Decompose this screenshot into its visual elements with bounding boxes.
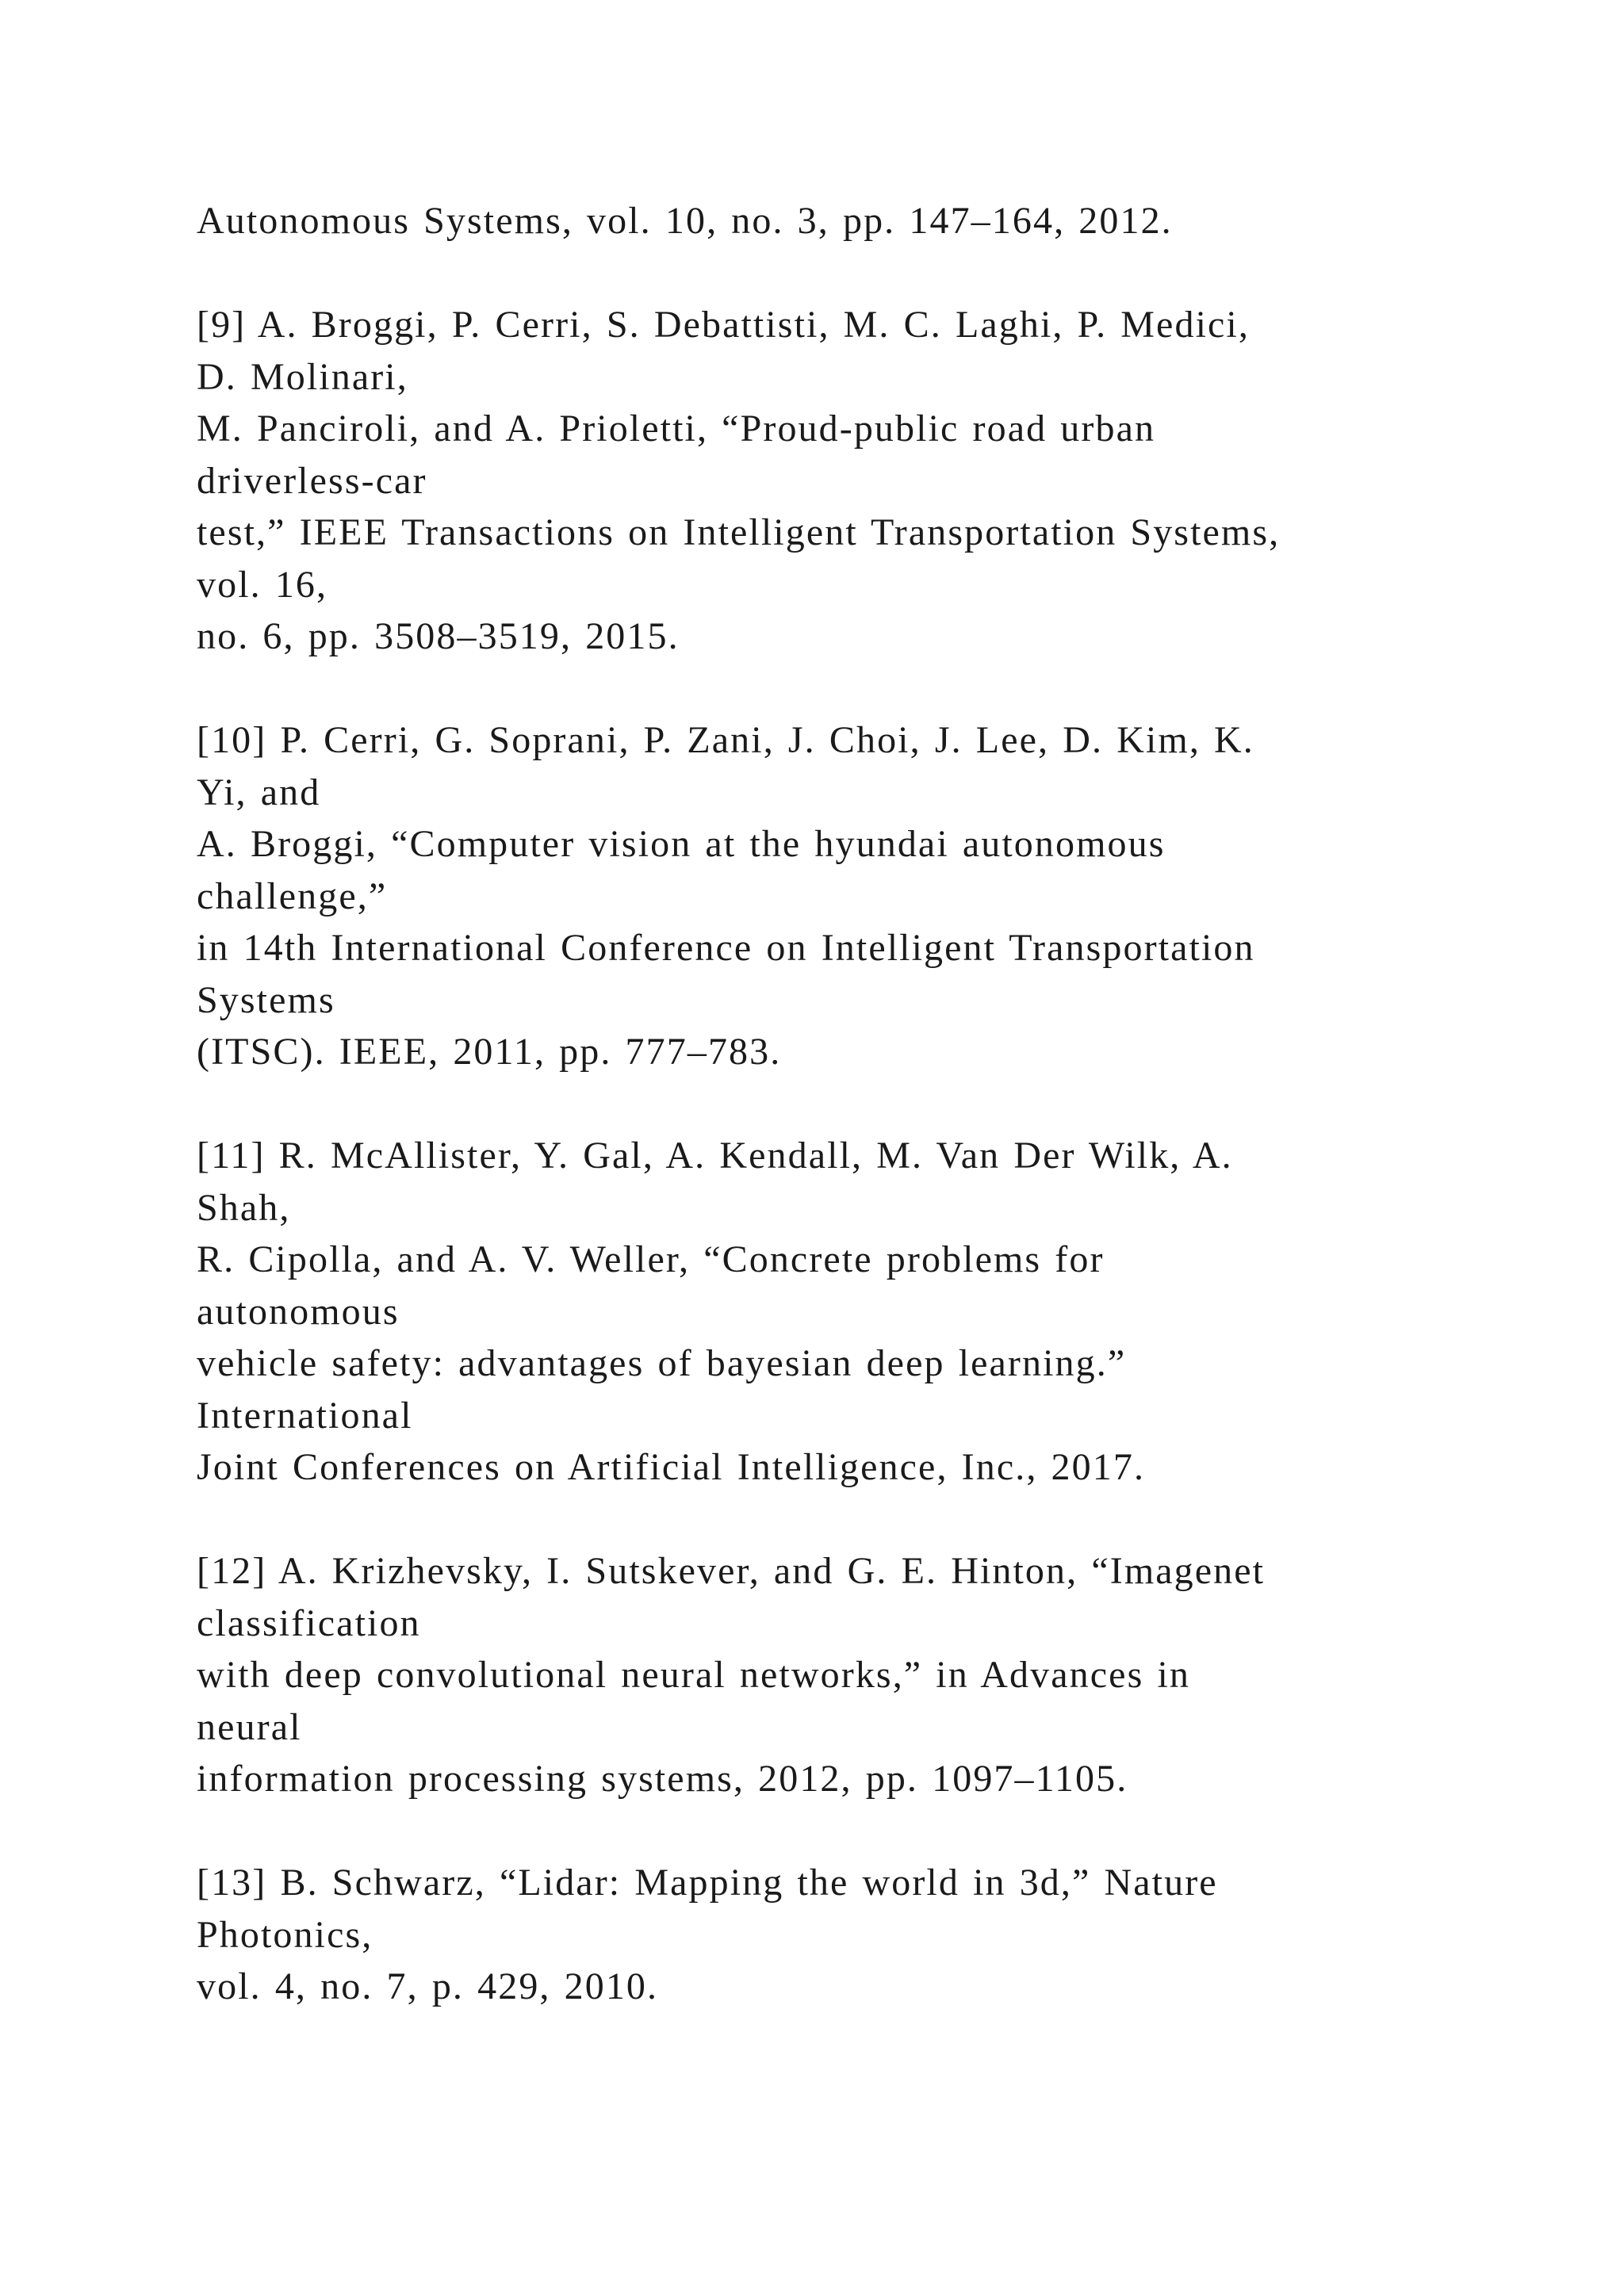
reference-line: neural xyxy=(197,1705,302,1748)
reference-line: with deep convolutional neural networks,” in Advances in xyxy=(197,1654,1190,1696)
reference-line: autonomous xyxy=(197,1290,400,1333)
reference-entry-continuation xyxy=(197,195,1434,247)
reference-line: vol. 4, no. 7, p. 429, 2010. xyxy=(197,1965,659,2007)
reference-line: in 14th International Conference on Intelligent Transportation xyxy=(197,927,1255,969)
reference-entry-10 xyxy=(197,714,1434,1078)
reference-entry-12 xyxy=(197,1545,1434,1805)
reference-line: International xyxy=(197,1394,413,1437)
reference-entry-11 xyxy=(197,1130,1434,1494)
reference-line: Systems xyxy=(197,978,335,1021)
reference-line: [13] B. Schwarz, “Lidar: Mapping the world in 3d,” Nature xyxy=(197,1862,1218,1904)
reference-line: information processing systems, 2012, pp. 1097–1105. xyxy=(197,1758,1128,1800)
reference-line: Yi, and xyxy=(197,771,321,813)
reference-line: Joint Conferences on Artificial Intelligence, Inc., 2017. xyxy=(197,1446,1146,1488)
reference-line: vol. 16, xyxy=(197,563,328,606)
reference-line: [11] R. McAllister, Y. Gal, A. Kendall, M. Van Der Wilk, A. xyxy=(197,1135,1233,1177)
reference-line: [12] A. Krizhevsky, I. Sutskever, and G. E. Hinton, “Imagenet xyxy=(197,1550,1266,1592)
reference-line: (ITSC). IEEE, 2011, pp. 777–783. xyxy=(197,1031,782,1073)
reference-line: [10] P. Cerri, G. Soprani, P. Zani, J. Choi, J. Lee, D. Kim, K. xyxy=(197,719,1254,761)
reference-line: no. 6, pp. 3508–3519, 2015. xyxy=(197,615,680,657)
reference-line: D. Molinari, xyxy=(197,355,408,398)
reference-line: challenge,” xyxy=(197,874,388,917)
reference-line: M. Panciroli, and A. Prioletti, “Proud-public road urban xyxy=(197,408,1156,450)
reference-entry-9 xyxy=(197,299,1434,663)
reference-line: Photonics, xyxy=(197,1913,373,1956)
reference-line: test,” IEEE Transactions on Intelligent Transportation Systems, xyxy=(197,511,1281,553)
reference-entry-13 xyxy=(197,1857,1434,2013)
reference-line: [9] A. Broggi, P. Cerri, S. Debattisti, M. C. Laghi, P. Medici, xyxy=(197,304,1250,346)
reference-line: A. Broggi, “Computer vision at the hyundai autonomous xyxy=(197,823,1166,865)
reference-line: R. Cipolla, and A. V. Weller, “Concrete problems for xyxy=(197,1238,1105,1280)
reference-line: vehicle safety: advantages of bayesian deep learning.” xyxy=(197,1342,1127,1384)
reference-line: Autonomous Systems, vol. 10, no. 3, pp. 147–164, 2012. xyxy=(197,200,1173,242)
reference-line: classification xyxy=(197,1601,421,1644)
reference-line: Shah, xyxy=(197,1186,291,1229)
references-list xyxy=(197,195,1434,2064)
reference-line: driverless-car xyxy=(197,459,427,502)
